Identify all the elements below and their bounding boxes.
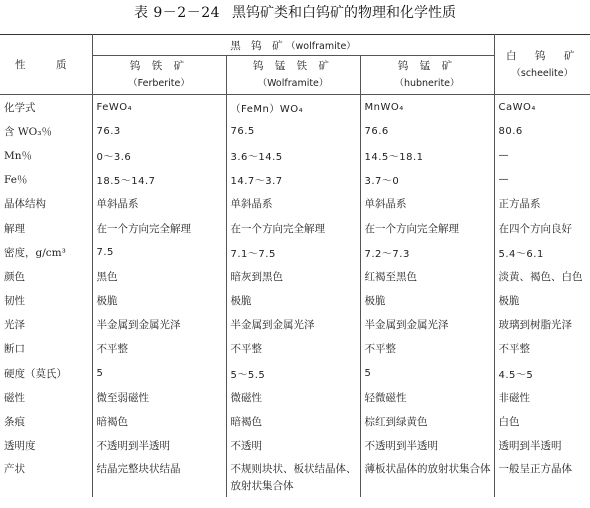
header-hubnerite [360, 56, 494, 95]
table-cell: 白色 [498, 416, 520, 429]
table-cell: 结晶完整块状结晶 [92, 458, 226, 497]
table-row [0, 240, 590, 264]
table-cell: 7.2～7.3 [360, 240, 494, 264]
table-cell: 红褐至黑色 [360, 264, 494, 288]
table-row [0, 168, 590, 192]
table-cell: 棕红到绿黄色 [360, 409, 494, 433]
table-cell: 14.5～18.1 [360, 143, 494, 167]
table-row [0, 192, 590, 216]
table-cell: 5 [360, 361, 494, 385]
table-cell: 微至弱磁性 [92, 385, 226, 409]
table-cell: 不平整 [92, 337, 226, 361]
table-cell: 7.5 [92, 240, 226, 264]
table-row [0, 95, 590, 120]
header-scheelite [494, 35, 590, 95]
table-row [0, 313, 590, 337]
table-cell: 轻微磁性 [360, 385, 494, 409]
table-cell: 在四个方向良好 [498, 222, 572, 235]
table-cell: 不透明到半透明 [92, 434, 226, 458]
table-row [0, 143, 590, 167]
row-label: Mn％ [0, 143, 92, 167]
table-caption: 黑钨矿类和白钨矿的物理和化学性质 [232, 5, 457, 21]
header-mineral-en: （Ferberite） [128, 78, 190, 89]
properties-table [0, 34, 590, 497]
table-row [0, 216, 590, 240]
table-cell: CaWO₄ [498, 101, 536, 113]
table-row [0, 337, 590, 361]
table-row [0, 385, 590, 409]
header-property: 性 质 [0, 35, 92, 95]
header-scheelite-cn: 白 钨 矿 [506, 49, 579, 62]
table-cell: 一般呈正方晶体 [498, 462, 572, 475]
table-cell: 在一个方向完全解理 [360, 216, 494, 240]
table-title [0, 4, 590, 22]
header-mineral-en: （hubnerite） [394, 78, 460, 89]
table-row [0, 434, 590, 458]
table-cell: 微磁性 [226, 385, 360, 409]
row-label: 密度，g/cm³ [0, 240, 92, 264]
row-label: 韧性 [0, 289, 92, 313]
table-cell: 暗灰到黑色 [226, 264, 360, 288]
table-cell: 玻璃到树脂光泽 [498, 319, 572, 332]
table-cell: 3.6～14.5 [226, 143, 360, 167]
table-cell: 在一个方向完全解理 [226, 216, 360, 240]
row-label: Fe％ [0, 168, 92, 192]
table-cell: 极脆 [226, 289, 360, 313]
row-label: 含 WO₃％ [0, 119, 92, 143]
table-row [0, 361, 590, 385]
table-cell: 18.5～14.7 [92, 168, 226, 192]
table-cell: 76.5 [226, 119, 360, 143]
table-cell: 14.7～3.7 [226, 168, 360, 192]
table-cell: 不平整 [226, 337, 360, 361]
table-cell: 暗褐色 [226, 409, 360, 433]
header-mineral-en: （Wolframite） [257, 78, 329, 89]
table-cell: 半金属到金属光泽 [92, 313, 226, 337]
table-cell: 非磁性 [498, 391, 530, 404]
table-cell: 在一个方向完全解理 [92, 216, 226, 240]
row-label: 硬度（莫氏） [0, 361, 92, 385]
row-label: 透明度 [0, 434, 92, 458]
table-cell: 淡黄、褐色、白色 [498, 270, 583, 283]
table-row [0, 409, 590, 433]
table-cell: 半金属到金属光泽 [360, 313, 494, 337]
header-wolframite-en: （wolframite） [286, 40, 356, 52]
header-wolframite-group [92, 35, 494, 56]
table-cell: 暗褐色 [92, 409, 226, 433]
table-cell: 单斜晶系 [226, 192, 360, 216]
row-label: 解理 [0, 216, 92, 240]
table-cell: 黑色 [92, 264, 226, 288]
table-row [0, 264, 590, 288]
row-label: 化学式 [0, 95, 92, 120]
row-label: 磁性 [0, 385, 92, 409]
table-number: 表 9－2－24 [133, 5, 221, 21]
table-cell: 3.7～0 [360, 168, 494, 192]
table-cell: 不透明到半透明 [360, 434, 494, 458]
table-cell: 5～5.5 [226, 361, 360, 385]
header-scheelite-en: （scheelite） [511, 67, 574, 79]
table-cell: 76.3 [92, 119, 226, 143]
header-wolframite [226, 56, 360, 95]
table-cell: 7.1～7.5 [226, 240, 360, 264]
table-cell: 0～3.6 [92, 143, 226, 167]
row-label: 条痕 [0, 409, 92, 433]
table-cell: 不规则块状、板状结晶体、放射状集合体 [226, 458, 360, 497]
row-label: 光泽 [0, 313, 92, 337]
header-mineral-cn: 钨 锰 铁 矿 [252, 60, 333, 72]
table-cell: FeWO₄ [92, 95, 226, 120]
table-cell: 极脆 [360, 289, 494, 313]
table-cell: — [498, 149, 509, 161]
table-cell: 半金属到金属光泽 [226, 313, 360, 337]
row-label: 产状 [0, 458, 92, 497]
table-cell: 76.6 [360, 119, 494, 143]
table-cell: 不平整 [360, 337, 494, 361]
table-cell: 不平整 [498, 343, 530, 356]
table-cell: 4.5～5 [498, 369, 534, 381]
table-row [0, 119, 590, 143]
table-cell: 80.6 [498, 125, 523, 137]
header-wolframite-cn: 黑 钨 矿 [230, 39, 283, 52]
table-cell: 极脆 [92, 289, 226, 313]
row-label: 断口 [0, 337, 92, 361]
table-cell: 透明到半透明 [498, 440, 562, 453]
row-label: 晶体结构 [0, 192, 92, 216]
table-cell: 不透明 [226, 434, 360, 458]
table-cell: 正方晶系 [498, 198, 541, 211]
row-label: 颜色 [0, 264, 92, 288]
table-cell: 极脆 [498, 295, 520, 308]
table-cell: 单斜晶系 [92, 192, 226, 216]
table-cell: 单斜晶系 [360, 192, 494, 216]
table-row [0, 458, 590, 497]
table-cell: 薄板状晶体的放射状集合体 [360, 458, 494, 497]
header-mineral-cn: 钨 锰 矿 [397, 60, 457, 72]
table-cell: — [498, 174, 509, 186]
table-body [0, 95, 590, 497]
header-ferberite [92, 56, 226, 95]
header-mineral-cn: 钨 铁 矿 [129, 60, 189, 72]
table-cell: 5 [92, 361, 226, 385]
table-cell: 5.4～6.1 [498, 248, 544, 260]
table-cell: MnWO₄ [360, 95, 494, 120]
table-cell: （FeMn）WO₄ [226, 95, 360, 120]
table-row [0, 289, 590, 313]
